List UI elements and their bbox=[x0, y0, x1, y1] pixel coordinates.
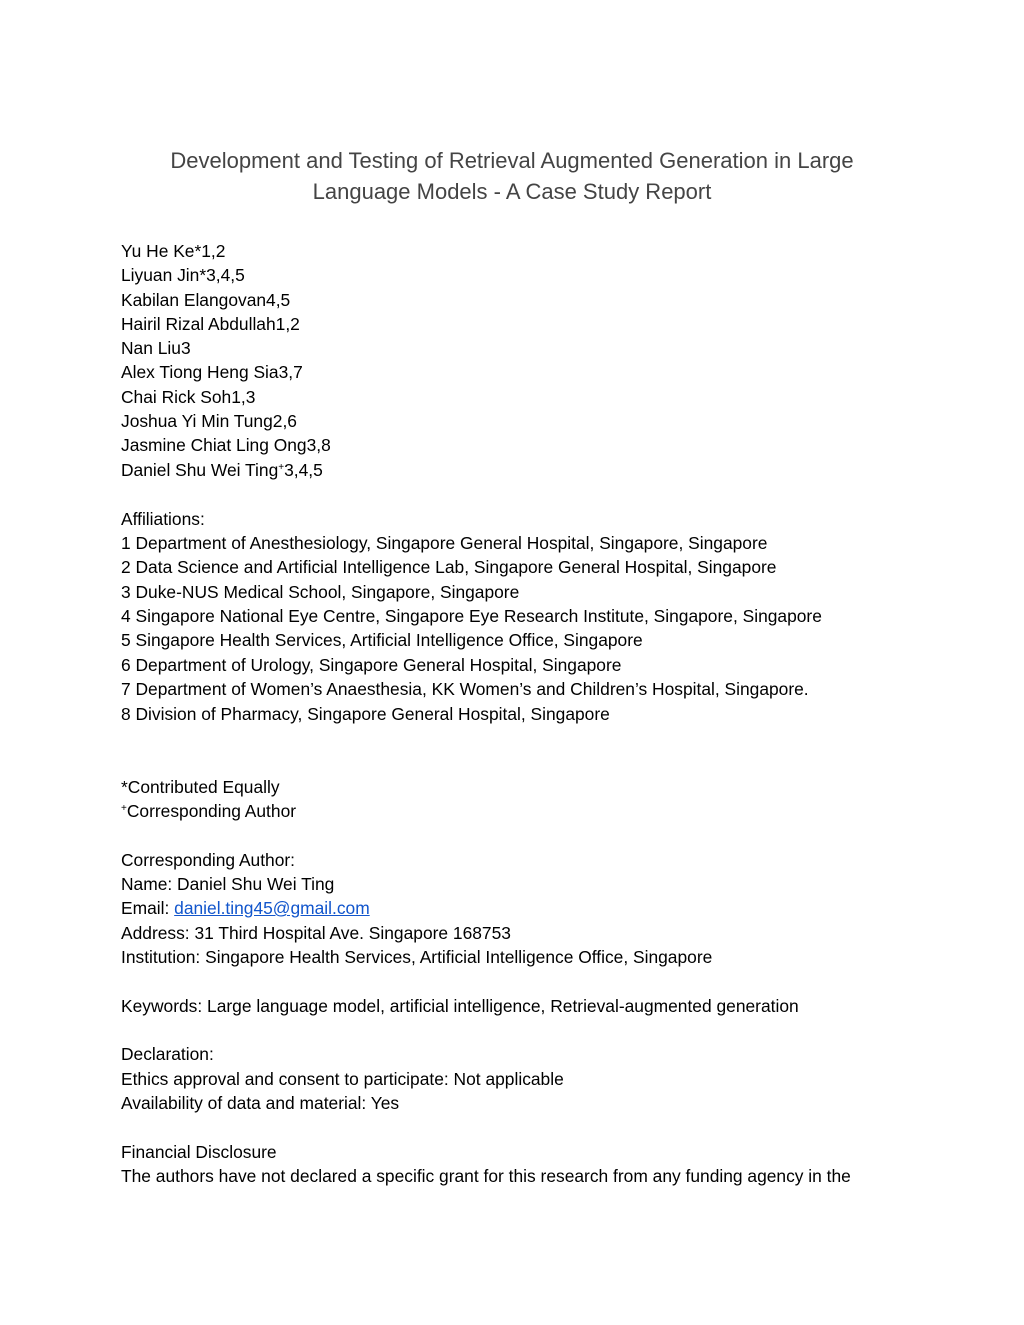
author-4: Hairil Rizal Abdullah1,2 bbox=[121, 314, 300, 334]
affiliation-1: 1 Department of Anesthesiology, Singapore General Hospital, Singapore, Singapore bbox=[121, 533, 768, 553]
declaration-heading: Declaration: bbox=[121, 1044, 214, 1064]
ethics-statement: Ethics approval and consent to participate: Not applicable bbox=[121, 1069, 564, 1089]
corresponding-mark: + bbox=[278, 462, 285, 473]
author-8: Joshua Yi Min Tung2,6 bbox=[121, 411, 297, 431]
affiliation-2: 2 Data Science and Artificial Intelligence Lab, Singapore General Hospital, Singapore bbox=[121, 557, 777, 577]
keywords: Keywords: Large language model, artificial intelligence, Retrieval-augmented generation bbox=[121, 996, 799, 1016]
affiliation-4: 4 Singapore National Eye Centre, Singapore Eye Research Institute, Singapore, Singapore bbox=[121, 606, 822, 626]
affiliations-heading: Affiliations: bbox=[121, 509, 205, 529]
author-5: Nan Liu3 bbox=[121, 338, 191, 358]
author-1: Yu He Ke*1,2 bbox=[121, 241, 226, 261]
affiliation-5: 5 Singapore Health Services, Artificial Intelligence Office, Singapore bbox=[121, 630, 643, 650]
author-9: Jasmine Chiat Ling Ong3,8 bbox=[121, 435, 331, 455]
author-3: Kabilan Elangovan4,5 bbox=[121, 290, 291, 310]
affiliation-8: 8 Division of Pharmacy, Singapore General Hospital, Singapore bbox=[121, 704, 610, 724]
financial-heading: Financial Disclosure bbox=[121, 1142, 277, 1162]
paper-title bbox=[0, 145, 1024, 207]
contact-heading: Corresponding Author: bbox=[121, 850, 296, 870]
contact-email-line: Email: daniel.ting45@gmail.com bbox=[121, 898, 370, 918]
contact-address: Address: 31 Third Hospital Ave. Singapore 168753 bbox=[121, 923, 511, 943]
author-10: Daniel Shu Wei Ting+3,4,5 bbox=[121, 460, 323, 480]
paper-title-line-2: Language Models - A Case Study Report bbox=[312, 179, 712, 204]
paper-title-line-1: Development and Testing of Retrieval Augmented Generation in Large bbox=[170, 148, 854, 173]
author-2: Liyuan Jin*3,4,5 bbox=[121, 265, 245, 285]
email-link[interactable]: daniel.ting45@gmail.com bbox=[174, 898, 370, 918]
contact-institution: Institution: Singapore Health Services, Artificial Intelligence Office, Singapore bbox=[121, 947, 713, 967]
affiliation-3: 3 Duke-NUS Medical School, Singapore, Singapore bbox=[121, 582, 520, 602]
contact-name: Name: Daniel Shu Wei Ting bbox=[121, 874, 335, 894]
financial-text: The authors have not declared a specific grant for this research from any funding agency in the bbox=[121, 1166, 851, 1186]
affiliation-7: 7 Department of Women’s Anaesthesia, KK Women’s and Children’s Hospital, Singapore. bbox=[121, 679, 809, 699]
author-7: Chai Rick Soh1,3 bbox=[121, 387, 256, 407]
affiliation-6: 6 Department of Urology, Singapore General Hospital, Singapore bbox=[121, 655, 622, 675]
equal-contribution-note: *Contributed Equally bbox=[121, 777, 280, 797]
corresponding-author-note: +Corresponding Author bbox=[121, 801, 297, 821]
data-availability: Availability of data and material: Yes bbox=[121, 1093, 400, 1113]
author-6: Alex Tiong Heng Sia3,7 bbox=[121, 362, 303, 382]
